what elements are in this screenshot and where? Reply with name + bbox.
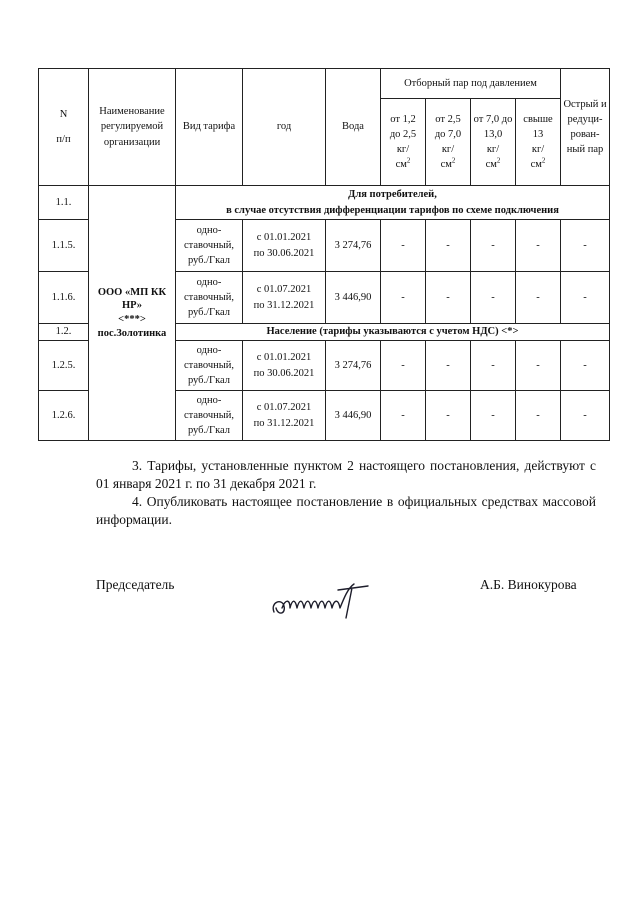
period-end: по 30.06.2021: [253, 247, 315, 259]
tariff-type-line: одно-: [196, 344, 222, 356]
row-empty-cell: -: [471, 391, 516, 441]
tariff-table: [38, 68, 610, 441]
tariff-type-line: одно-: [196, 394, 222, 406]
unit-kg: кг/: [441, 144, 455, 155]
row-water-value: 3 446,90: [326, 391, 381, 441]
steam-col-range-to: до 2,5: [389, 128, 417, 140]
row-water-value: 3 446,90: [326, 272, 381, 324]
unit-kg: кг/: [396, 144, 410, 155]
unit-exponent: 2: [406, 156, 411, 165]
row-number: 1.2.6.: [39, 391, 89, 441]
tariff-type-line: руб./Гкал: [187, 375, 231, 387]
header-steam-col: [471, 99, 516, 186]
row-empty-cell: -: [426, 391, 471, 441]
organization-note: <***>: [118, 314, 146, 325]
steam-col-range-from: от 7,0 до: [473, 113, 513, 125]
row-empty-cell: -: [381, 272, 426, 324]
row-empty-cell: -: [381, 391, 426, 441]
row-empty-cell: -: [471, 272, 516, 324]
tariff-type-line: одно-: [196, 276, 222, 288]
unit-kg: кг/: [486, 144, 500, 155]
section-title: Население (тарифы указываются с учетом НДС) <*>: [176, 324, 610, 341]
tariff-type-line: руб./Гкал: [187, 425, 231, 437]
header-steam-col: [516, 99, 561, 186]
unit-cm2: [518, 157, 558, 172]
period-end: по 31.12.2021: [253, 417, 315, 429]
body-paragraphs: [96, 457, 596, 529]
header-water: Вода: [326, 69, 381, 186]
row-empty-cell: -: [516, 272, 561, 324]
unit-cm2: [473, 157, 513, 172]
row-empty-cell: -: [516, 341, 561, 391]
row-number: 1.2.5.: [39, 341, 89, 391]
row-number: 1.1.5.: [39, 220, 89, 272]
paragraph-4: 4. Опубликовать настоящее постановление в официальных средствах массовой информации.: [96, 494, 596, 527]
organization-name: ООО «МП КК НР»: [97, 286, 167, 312]
header-steam-col: [426, 99, 471, 186]
header-sharp-steam: Острый и редуци-рован-ный пар: [561, 69, 610, 186]
unit-cm: см: [485, 159, 497, 171]
period-end: по 30.06.2021: [253, 367, 315, 379]
section-number: 1.2.: [39, 324, 89, 341]
row-empty-cell: -: [426, 272, 471, 324]
unit-cm: см: [440, 159, 452, 171]
header-number: [39, 69, 89, 186]
header-n-label: N: [59, 108, 68, 120]
row-empty-cell: -: [426, 341, 471, 391]
section-number: 1.1.: [39, 186, 89, 220]
row-empty-cell: -: [426, 220, 471, 272]
unit-cm: см: [395, 159, 407, 171]
tariff-type-line: руб./Гкал: [187, 255, 231, 267]
section-row: [39, 186, 610, 220]
unit-exponent: 2: [541, 156, 546, 165]
tariff-type-line: руб./Гкал: [187, 307, 231, 319]
row-empty-cell: -: [561, 272, 610, 324]
section-title-line: в случае отсутствия дифференциации тарифов по схеме подключения: [226, 204, 559, 216]
row-period: [243, 391, 326, 441]
steam-col-range-to: 13,0: [483, 128, 503, 140]
steam-col-range-to: 13: [532, 128, 544, 140]
unit-cm2: [428, 157, 468, 172]
row-water-value: 3 274,76: [326, 220, 381, 272]
signer-name: А.Б. Винокурова: [480, 577, 577, 592]
period-start: с 01.07.2021: [256, 284, 312, 296]
row-empty-cell: -: [471, 341, 516, 391]
row-water-value: 3 274,76: [326, 341, 381, 391]
section-title-line: Для потребителей,: [348, 189, 437, 201]
header-steam-group: Отборный пар под давлением: [381, 69, 561, 99]
steam-col-range-from: от 2,5: [435, 113, 461, 125]
unit-cm2: [383, 157, 423, 172]
tariff-type-line: ставочный,: [183, 359, 235, 371]
row-tariff-type: [176, 391, 243, 441]
tariff-type-line: ставочный,: [183, 409, 235, 421]
row-period: [243, 341, 326, 391]
period-start: с 01.01.2021: [256, 352, 312, 364]
row-tariff-type: [176, 341, 243, 391]
signer-role: Председатель: [96, 577, 175, 592]
row-empty-cell: -: [561, 341, 610, 391]
steam-col-range-to: до 7,0: [434, 128, 462, 140]
period-start: с 01.07.2021: [256, 402, 312, 414]
row-empty-cell: -: [561, 391, 610, 441]
row-tariff-type: [176, 220, 243, 272]
unit-kg: кг/: [531, 144, 545, 155]
header-tariff-type: Вид тарифа: [176, 69, 243, 186]
row-empty-cell: -: [381, 341, 426, 391]
organization-cell: [89, 186, 176, 441]
header-organization: Наименование регулируемой организации: [89, 69, 176, 186]
row-empty-cell: -: [471, 220, 516, 272]
unit-exponent: 2: [451, 156, 456, 165]
row-tariff-type: [176, 272, 243, 324]
row-period: [243, 272, 326, 324]
row-empty-cell: -: [381, 220, 426, 272]
row-empty-cell: -: [561, 220, 610, 272]
period-start: с 01.01.2021: [256, 232, 312, 244]
unit-exponent: 2: [496, 156, 501, 165]
tariff-type-line: ставочный,: [183, 239, 235, 251]
tariff-type-line: ставочный,: [183, 291, 235, 303]
row-number: 1.1.6.: [39, 272, 89, 324]
section-title: [176, 186, 610, 220]
period-end: по 31.12.2021: [253, 299, 315, 311]
handwritten-signature: [268, 578, 378, 622]
organization-place: пос.Золотинка: [97, 327, 167, 339]
header-steam-col: [381, 99, 426, 186]
paragraph-3: 3. Тарифы, установленные пунктом 2 настоящего постановления, действуют с 01 января 2021 г. по 31 декабря 2021 г.: [96, 458, 596, 491]
header-pp-label: п/п: [56, 134, 71, 145]
unit-cm: см: [530, 159, 542, 171]
header-year: год: [243, 69, 326, 186]
steam-col-range-from: от 1,2: [390, 113, 416, 125]
tariff-type-line: одно-: [196, 224, 222, 236]
row-empty-cell: -: [516, 391, 561, 441]
row-period: [243, 220, 326, 272]
steam-col-range-from: свыше: [523, 113, 553, 125]
row-empty-cell: -: [516, 220, 561, 272]
